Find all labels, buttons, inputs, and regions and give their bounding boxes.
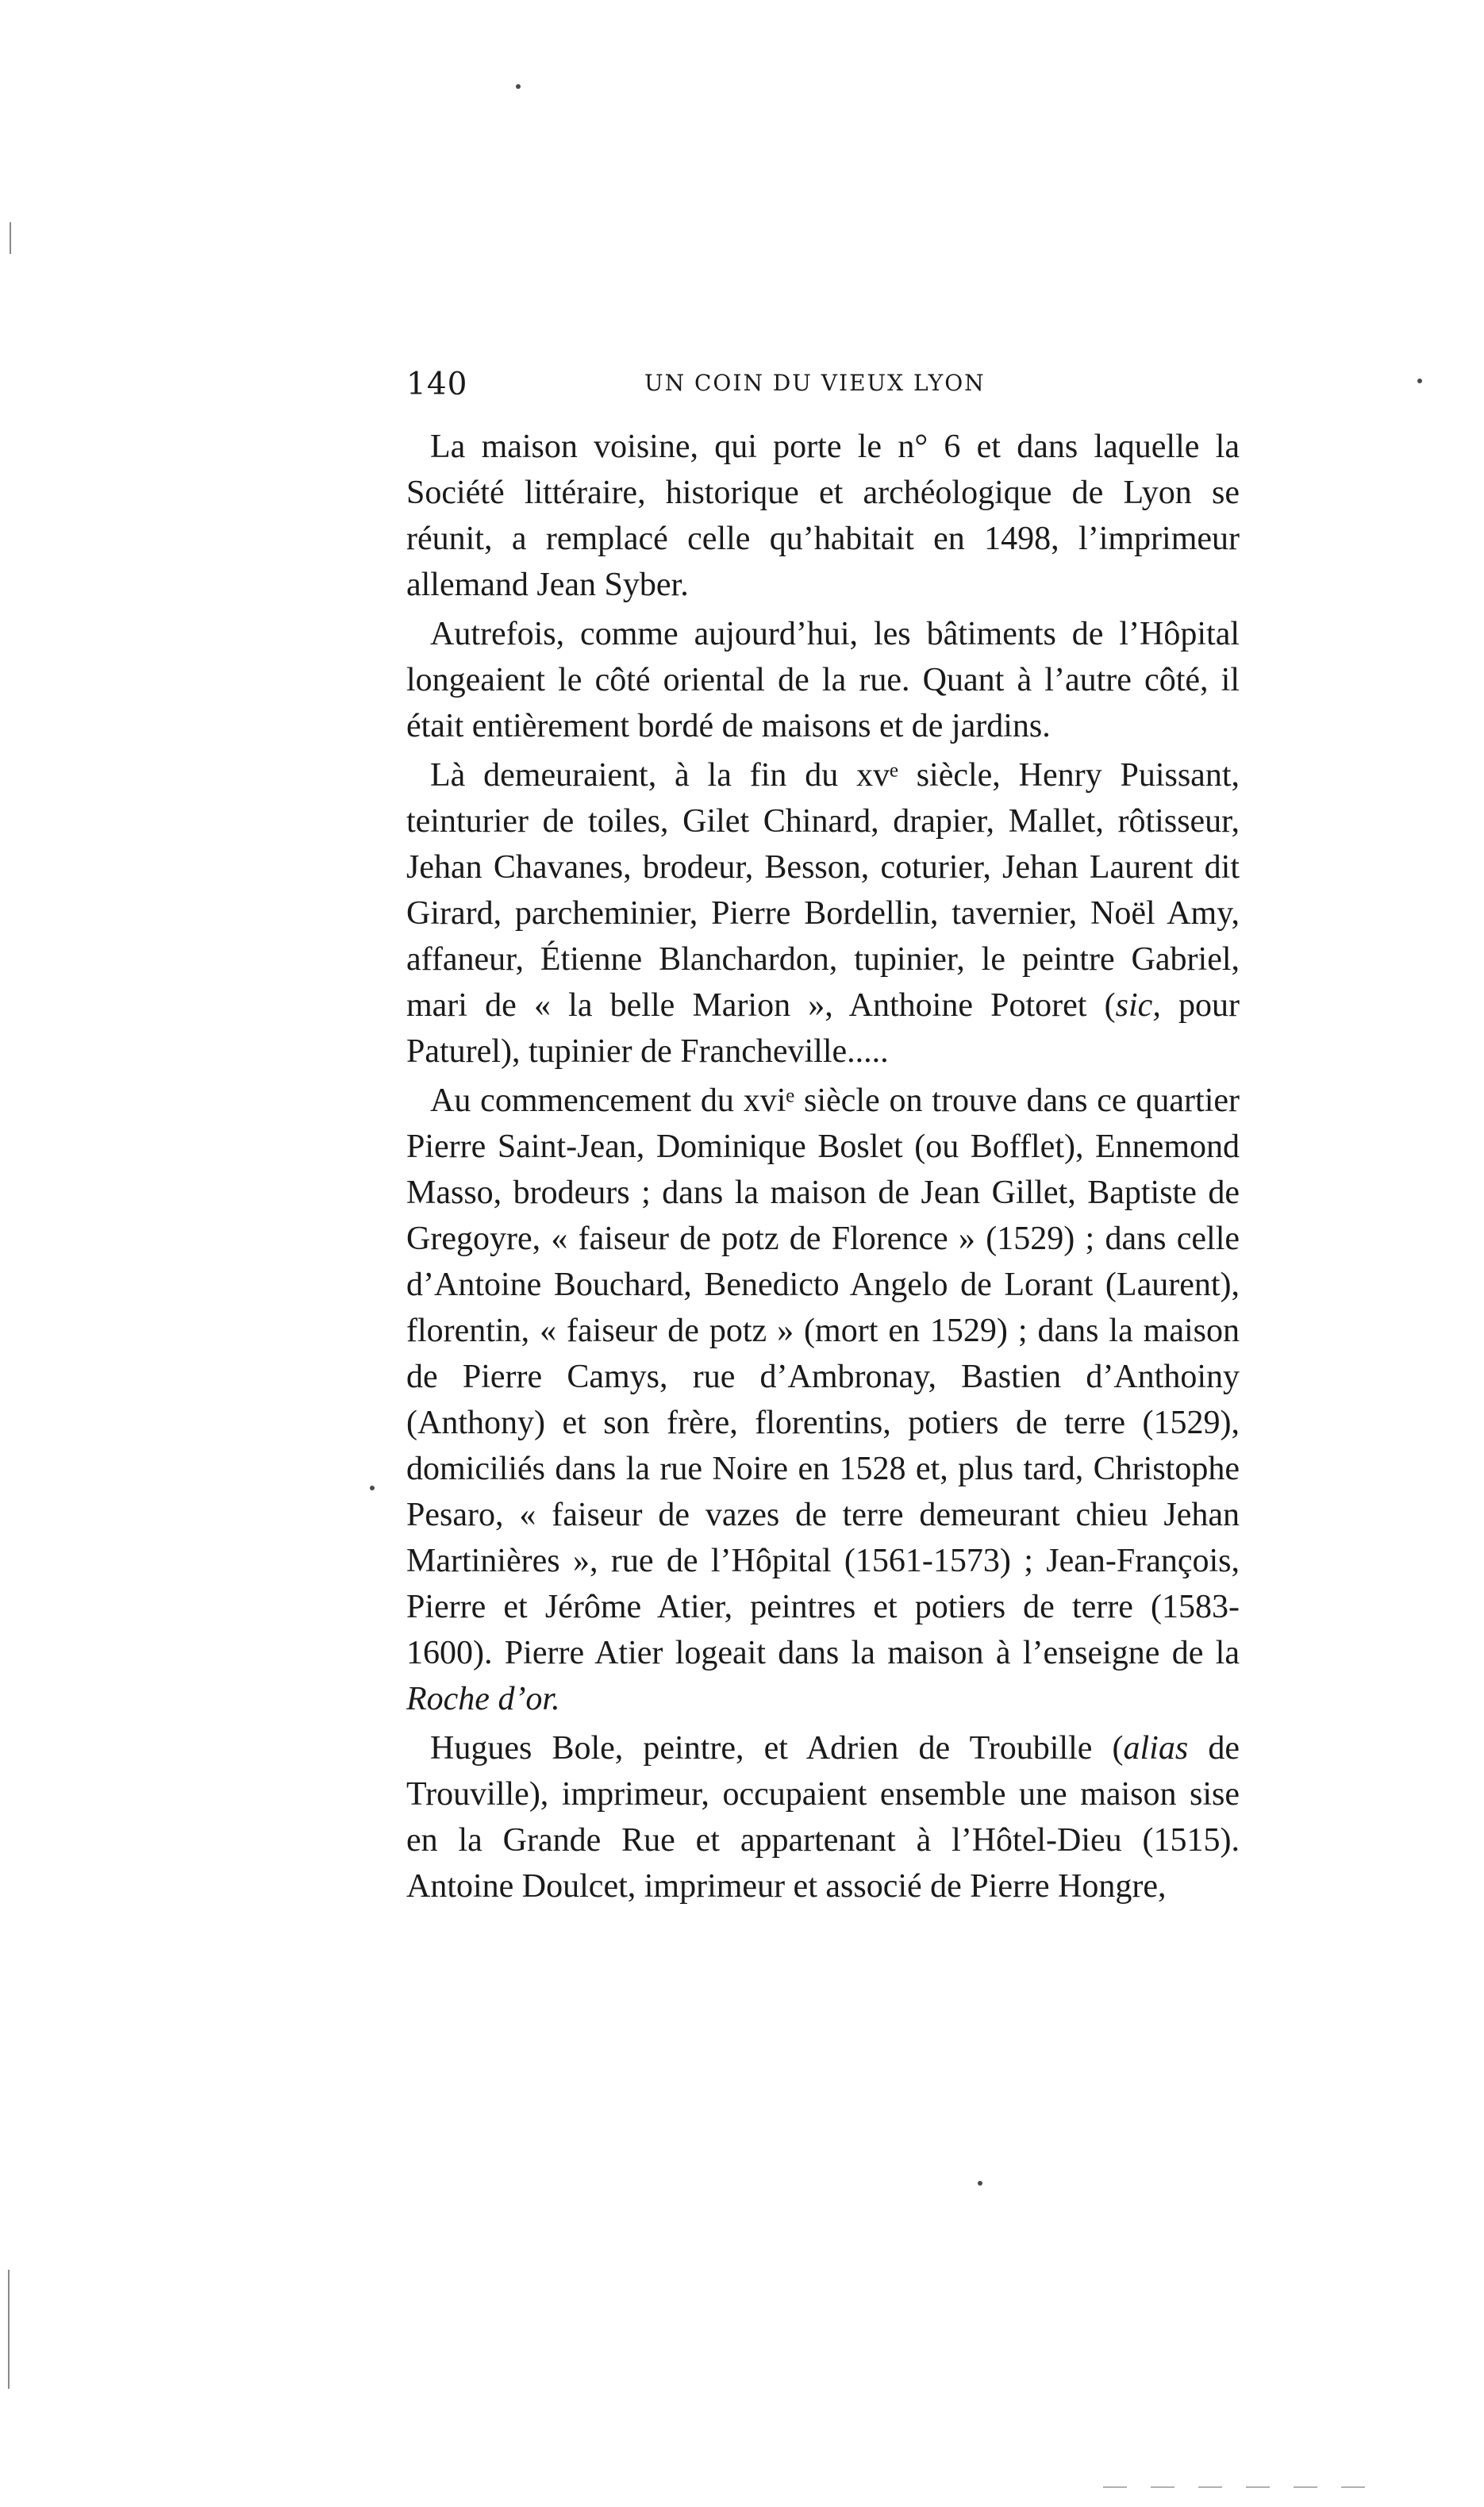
- paragraph-3-end: pour Paturel), tupinier de Francheville.....: [406, 987, 1240, 1070]
- paragraph-5: [406, 1725, 1240, 1909]
- paragraph-3-sic: sic,: [1115, 987, 1161, 1024]
- paragraph-4: [406, 1078, 1240, 1722]
- paragraph-1: La maison voisine, qui porte le n° 6 et dans laquelle la Société littéraire, historique et archéologique de Lyon se réunit, a remplacé celle qu’habitait en 1498, l’imprimeur allemand Jean Syber.: [406, 429, 1240, 603]
- paragraph-4-text: Au commencement du xviᵉ siècle on trouve dans ce quartier Pierre Saint-Jean, Dominique Boslet (ou Bofflet), Ennemond Masso, brodeurs ; dans la maison de Jean Gillet, Baptiste de Gregoyre, « faiseur de potz de Florence » (1529) ; dans celle d’Antoine Bouchard, Benedicto Angelo de Lorant (Laurent), florentin, « faiseur de potz » (mort en 1529) ; dans la maison de Pierre Camys, rue d’Ambronay, Bastien d’Anthoiny (Anthony) et son frère, florentins, potiers de terre (1529), domiciliés dans la rue Noire en 1528 et, plus tard, Christophe Pesaro, « faiseur de vazes de terre demeurant chieu Jehan Martinières », rue de l’Hôpital (1561-1573) ; Jean-François, Pierre et Jérôme Atier, peintres et potiers de terre (1583-1600). Pierre Atier logeait dans la maison à l’enseigne de la: [406, 1082, 1240, 1671]
- scan-artifact-dashes: [1103, 2486, 1389, 2488]
- paragraph-3-open: (: [1104, 987, 1116, 1024]
- scan-artifact: [10, 222, 11, 254]
- paragraph-3-text: Là demeuraient, à la fin du xvᵉ siècle, Henry Puissant, teinturier de toiles, Gilet Chinard, drapier, Mallet, rôtisseur, Jehan Chavanes, brodeur, Besson, coturier, Jehan Laurent dit Girard, parcheminier, Pierre Bordellin, tavernier, Noël Amy, affaneur, Étienne Blanchardon, tupinier, le peintre Gabriel, mari de « la belle Marion », Anthoine Potoret: [406, 757, 1240, 1024]
- scan-speck: [978, 2181, 982, 2186]
- scan-speck: [370, 1486, 375, 1490]
- running-head: UN COIN DU VIEUX LYON: [644, 370, 986, 396]
- paragraph-2: Autrefois, comme aujourd’hui, les bâtiments de l’Hôpital longeaient le côté oriental de la rue. Quant à l’autre côté, il était entièrement bordé de maisons et de jardins.: [406, 616, 1240, 744]
- paragraph-5-end: de Trouville), imprimeur, occupaient ensemble une maison sise en la Grande Rue et appartenant à l’Hôtel-Dieu (1515). Antoine Doulcet, imprimeur et associé de Pierre Hongre,: [406, 1730, 1240, 1905]
- paragraph-4-roche-dor: Roche d’or.: [406, 1681, 560, 1717]
- page-header: [406, 367, 1240, 402]
- scan-speck: [1417, 379, 1422, 383]
- scan-artifact: [8, 2270, 10, 2389]
- body-text: [406, 424, 1240, 1913]
- scan-speck: [516, 84, 521, 89]
- paragraph-5-alias: alias: [1123, 1730, 1189, 1767]
- paragraph-3: [406, 752, 1240, 1075]
- paragraph-5-text: Hugues Bole, peintre, et Adrien de Troubille (: [430, 1730, 1124, 1767]
- page-number: 140: [406, 367, 468, 402]
